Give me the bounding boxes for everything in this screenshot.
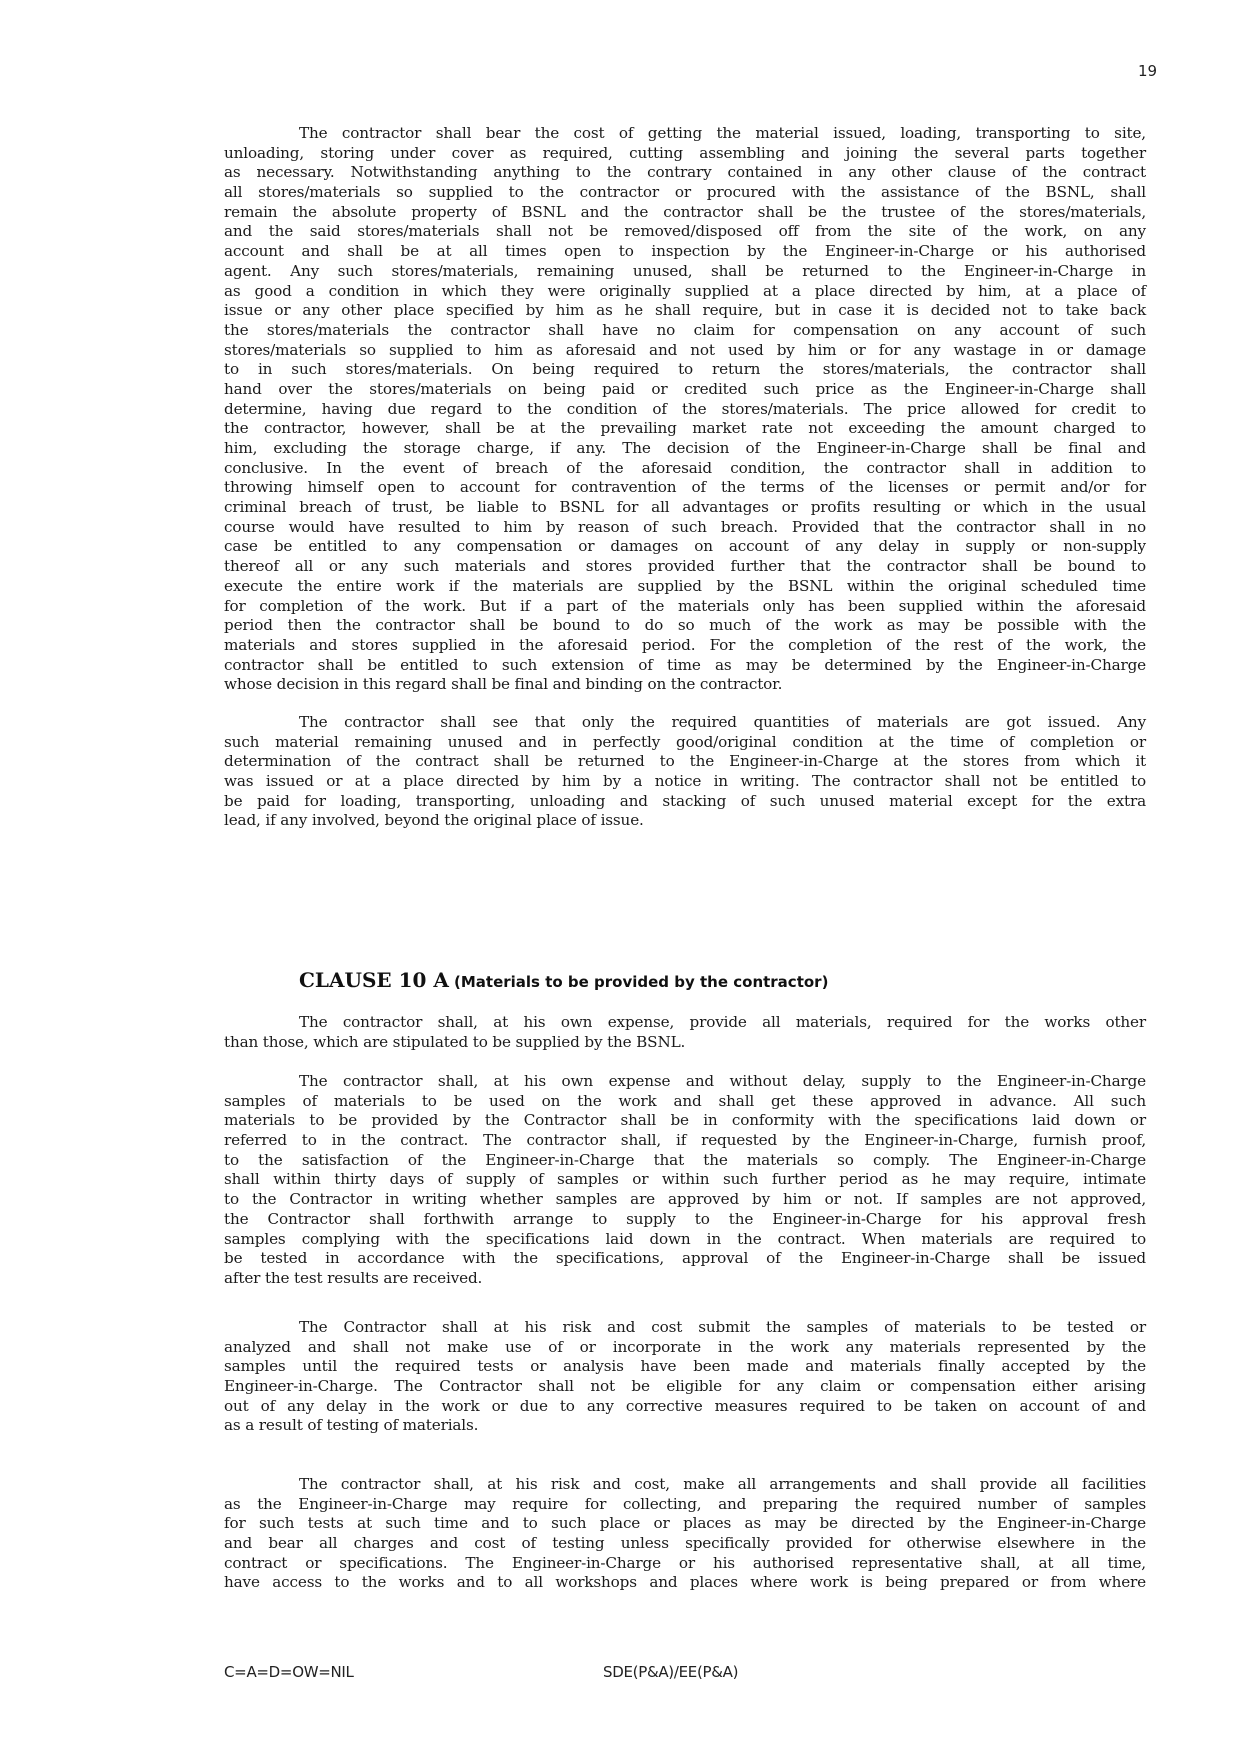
text-line: criminal breach of trust, be liable to BSNL for all advantages or profits resulting or which in the usual bbox=[224, 498, 1146, 517]
text-line: as good a condition in which they were originally supplied at a place directed by him, at a place of bbox=[224, 281, 1146, 300]
text-line: samples until the required tests or analysis have been made and materials finally accepted by the bbox=[224, 1357, 1146, 1376]
text-line: materials to be provided by the Contractor shall be in conformity with the specifications laid down or bbox=[224, 1111, 1146, 1130]
text-line: account and shall be at all times open to inspection by the Engineer-in-Charge or his authorised bbox=[224, 242, 1146, 261]
text-line: samples of materials to be used on the work and shall get these approved in advance. All such bbox=[224, 1091, 1146, 1110]
text-line: materials and stores supplied in the aforesaid period. For the completion of the rest of the work, the bbox=[224, 635, 1146, 654]
clause-number: CLAUSE 10 A bbox=[299, 968, 449, 992]
text-line: thereof all or any such materials and stores provided further that the contractor shall be bound to bbox=[224, 557, 1146, 576]
paragraph-testing-facilities bbox=[224, 1475, 1146, 1593]
paragraph-samples-approval bbox=[224, 1072, 1146, 1289]
text-line: referred to in the contract. The contractor shall, if requested by the Engineer-in-Charge, furnish proof, bbox=[224, 1131, 1146, 1150]
text-line: for completion of the work. But if a part of the materials only has been supplied within the aforesaid bbox=[224, 596, 1146, 615]
text-line: issue or any other place specified by him as he shall require, but in case it is decided not to take back bbox=[224, 301, 1146, 320]
text-line: conclusive. In the event of breach of the aforesaid condition, the contractor shall in addition to bbox=[224, 458, 1146, 477]
text-line: be tested in accordance with the specifications, approval of the Engineer-in-Charge shall be issued bbox=[224, 1249, 1146, 1268]
text-line: The contractor shall bear the cost of getting the material issued, loading, transporting to site, bbox=[299, 124, 1146, 142]
text-line: The contractor shall, at his risk and cost, make all arrangements and shall provide all facilities bbox=[299, 1475, 1146, 1493]
clause-heading bbox=[299, 968, 828, 992]
text-line: shall within thirty days of supply of samples or within such further period as he may require, intimate bbox=[224, 1170, 1146, 1189]
paragraph-materials-cost bbox=[224, 124, 1146, 695]
text-line: execute the entire work if the materials are supplied by the BSNL within the original scheduled time bbox=[224, 576, 1146, 595]
text-line: him, excluding the storage charge, if any. The decision of the Engineer-in-Charge shall be final and bbox=[224, 439, 1146, 457]
text-line: The Contractor shall at his risk and cost submit the samples of materials to be tested or bbox=[299, 1318, 1146, 1336]
text-line: samples complying with the specifications laid down in the contract. When materials are required to bbox=[224, 1229, 1146, 1248]
text-line: Engineer-in-Charge. The Contractor shall not be eligible for any claim or compensation either arising bbox=[224, 1377, 1146, 1396]
text-line: course would have resulted to him by reason of such breach. Provided that the contractor shall in no bbox=[224, 517, 1146, 536]
text-line: as necessary. Notwithstanding anything to the contrary contained in any other clause of the contract bbox=[224, 163, 1146, 182]
text-line: throwing himself open to account for contravention of the terms of the licenses or permit and/or for bbox=[224, 478, 1146, 497]
footer-signatory: SDE(P&A)/EE(P&A) bbox=[603, 1663, 739, 1681]
text-line: as the Engineer-in-Charge may require for collecting, and preparing the required number of samples bbox=[224, 1494, 1146, 1513]
text-line: hand over the stores/materials on being paid or credited such price as the Engineer-in-Charge shall bbox=[224, 379, 1146, 398]
text-line: agent. Any such stores/materials, remaining unused, shall be returned to the Engineer-in-Charge in bbox=[224, 261, 1146, 280]
text-line: determine, having due regard to the condition of the stores/materials. The price allowed for credit to bbox=[224, 399, 1146, 418]
text-line: to the Contractor in writing whether samples are approved by him or not. If samples are not approved, bbox=[224, 1190, 1146, 1209]
text-line: remain the absolute property of BSNL and the contractor shall be the trustee of the stores/materials, bbox=[224, 202, 1146, 221]
text-line: contractor shall be entitled to such extension of time as may be determined by the Engineer-in-Charge bbox=[224, 655, 1146, 674]
text-line: The contractor shall see that only the required quantities of materials are got issued. Any bbox=[299, 713, 1146, 731]
text-line: be paid for loading, transporting, unloading and stacking of such unused material except for the extra bbox=[224, 791, 1146, 810]
text-line: whose decision in this regard shall be final and binding on the contractor. bbox=[224, 675, 783, 694]
text-line: for such tests at such time and to such place or places as may be directed by the Engineer-in-Charge bbox=[224, 1514, 1146, 1533]
text-line: out of any delay in the work or due to any corrective measures required to be taken on account of and bbox=[224, 1396, 1146, 1415]
text-line: have access to the works and to all workshops and places where work is being prepared or from where bbox=[224, 1573, 1146, 1592]
text-line: and bear all charges and cost of testing unless specifically provided for otherwise elsewhere in the bbox=[224, 1534, 1146, 1553]
text-line: the Contractor shall forthwith arrange to supply to the Engineer-in-Charge for his approval fresh bbox=[224, 1209, 1146, 1228]
text-line: period then the contractor shall be bound to do so much of the work as may be possible with the bbox=[224, 616, 1146, 635]
text-line: to in such stores/materials. On being required to return the stores/materials, the contractor shall bbox=[224, 360, 1146, 379]
text-line: the contractor, however, shall be at the prevailing market rate not exceeding the amount charged to bbox=[224, 419, 1146, 438]
text-line: after the test results are received. bbox=[224, 1268, 483, 1287]
paragraph-unused-materials bbox=[224, 713, 1146, 831]
text-line: The contractor shall, at his own expense and without delay, supply to the Engineer-in-Charge bbox=[299, 1072, 1146, 1090]
text-line: determination of the contract shall be returned to the Engineer-in-Charge at the stores from which it bbox=[224, 752, 1146, 771]
text-line: stores/materials so supplied to him as aforesaid and not used by him or for any wastage in or damage bbox=[224, 340, 1146, 359]
text-line: as a result of testing of materials. bbox=[224, 1416, 479, 1435]
text-line: analyzed and shall not make use of or incorporate in the work any materials represented by the bbox=[224, 1337, 1146, 1356]
text-line: than those, which are stipulated to be supplied by the BSNL. bbox=[224, 1032, 686, 1051]
text-line: case be entitled to any compensation or damages on account of any delay in supply or non-supply bbox=[224, 537, 1146, 556]
text-line: and the said stores/materials shall not be removed/disposed off from the site of the work, on any bbox=[224, 222, 1146, 241]
clause-title: (Materials to be provided by the contractor) bbox=[454, 973, 829, 991]
text-line: The contractor shall, at his own expense, provide all materials, required for the works other bbox=[299, 1013, 1146, 1031]
footer-left-code: C=A=D=OW=NIL bbox=[224, 1663, 354, 1681]
text-line: lead, if any involved, beyond the original place of issue. bbox=[224, 811, 644, 830]
page-number: 19 bbox=[1138, 62, 1158, 80]
text-line: to the satisfaction of the Engineer-in-Charge that the materials so comply. The Engineer-in-Charge bbox=[224, 1150, 1146, 1169]
text-line: all stores/materials so supplied to the contractor or procured with the assistance of the BSNL, shall bbox=[224, 183, 1146, 202]
text-line: such material remaining unused and in perfectly good/original condition at the time of completion or bbox=[224, 732, 1146, 751]
text-line: contract or specifications. The Engineer-in-Charge or his authorised representative shall, at all time, bbox=[224, 1553, 1146, 1572]
paragraph-contractor-materials bbox=[224, 1013, 1146, 1052]
paragraph-testing-risk bbox=[224, 1318, 1146, 1436]
text-line: was issued or at a place directed by him by a notice in writing. The contractor shall not be entitled to bbox=[224, 772, 1146, 791]
text-line: unloading, storing under cover as required, cutting assembling and joining the several parts together bbox=[224, 143, 1146, 162]
text-line: the stores/materials the contractor shall have no claim for compensation on any account of such bbox=[224, 320, 1146, 339]
